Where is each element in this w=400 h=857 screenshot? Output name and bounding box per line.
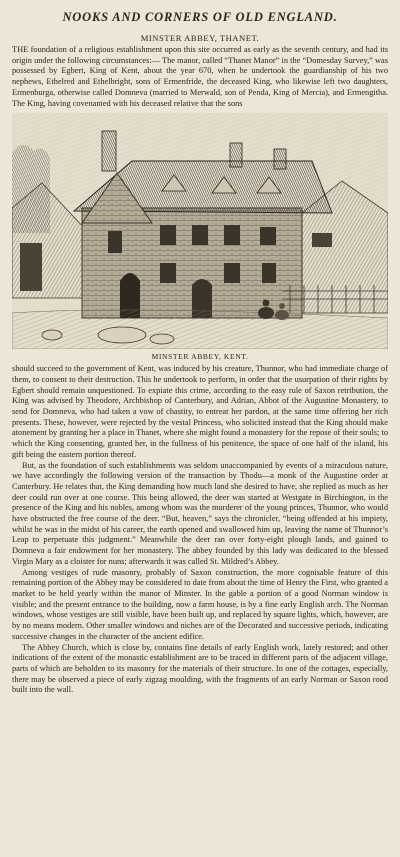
page-header-title: NOOKS AND CORNERS OF OLD ENGLAND. xyxy=(62,10,338,24)
abbey-engraving-image xyxy=(12,113,388,349)
article-paragraph-1: should succeed to the government of Kent, was induced by his creature, Thunnor, who had immediate charge of them, to consent to their destruction. This he undertook to perform, in order that the usurpation of their rights by Egbert should remain unquestioned. To expiate this crime, according to the easy rule of Saxon retribution, the King was advised by Theodore, Archbishop of Canterbury, and Adrian, Abbot of the Augustine Monastery, to send for Domneva, who had taken a vow of chastity, to entreat her pardon, at the same time offering her rich presents. These, however, were rejected by the vestal Princess, who solicited instead that the King should make atonement by granting her a place in Thanet, where she might found a monastery for the repose of their souls; to which the King consenting, granted her, in the fullness of his penitence, the space of one half of the island, his gift being the eastern portion thereof. xyxy=(12,364,388,459)
article-intro-paragraph: THE foundation of a religious establishment upon this site occurred as early as the seventh century, and had its origin under the following circumstances:— The manor, called “Thanet Manor” in the “Domesday Survey,” was possessed by Egbert, King of Kent, about the year 670, when he undertook the guardianship of his two nephews, Ethelred and Ethelbright, sons of Ermenfride, the deceased King, who likewise left two daughters, Ermenburga, otherwise called Domneva (married to Merwald, son of Penda, King of Mercia), and Ermengitha. The King, having covenanted with his deceased relative that the sons xyxy=(12,45,388,108)
article-paragraph-4: The Abbey Church, which is close by, contains fine details of early English work, lately restored; and other indications of the extent of the monastic establishment are to be traced in different parts of the adjacent village, parts of which are beholden to its masonry for the materials of their structure. In one of the cottages, especially, there may be observed a piece of early zigzag moulding, with the fragments of an early Norman or Saxon rood built into the wall. xyxy=(12,642,388,695)
figure-caption: MINSTER ABBEY, KENT. xyxy=(151,352,249,362)
article-paragraph-3: Among vestiges of rude masonry, probably of Saxon construction, the more cognisable feature of this remaining portion of the Abbey may be considered to date from about the time of Henry the First, who granted a market to be held yearly within the manor of Minster. In the gable a portion of a good Norman window is visible; and the present entrance to the building, now a farm house, is by a fine early English arch. The Norman windows, whose vestiges are still visible, have been built up, and replaced by square lights, which, however, are by no means modern. Other smaller windows and niches are of the Decorated and successive periods, indicating successive changes in the character of the ancient edifice. xyxy=(12,567,388,641)
engraving-illustration xyxy=(12,113,388,349)
article-paragraph-2: But, as the foundation of such establishments was seldom unaccompanied by events of a miraculous nature, we have accordingly the following version of the transaction by Thodu—a monk of the Augustine order at Canterbury. He relates that, the King demanding how much land she desired to have, she replied as much as her deer could run over at one course. This being allowed, the deer was started at Westgate in Birchington, in the presence of the King and his nobles, among whom was the murderer of the young princes, Thunnor, who would have obstructed the free course of the deer. “But, heaven,” says the chronicler, “being offended at his impiety, whilst he was in the midst of his career, the earth opened and swallowed him up, leaving the name of Thunnor’s Leap to perpetuate this judgment.” Meanwhile the deer ran over forty-eight plough lands, and gained to Domneva a fair endowment for her monastery. The abbey founded by this lady was dedicated to the blessed Virgin Mary as a cloister for nuns; afterwards it was called St. Mildred’s Abbey. xyxy=(12,460,388,566)
article-title: MINSTER ABBEY, THANET. xyxy=(140,33,260,43)
